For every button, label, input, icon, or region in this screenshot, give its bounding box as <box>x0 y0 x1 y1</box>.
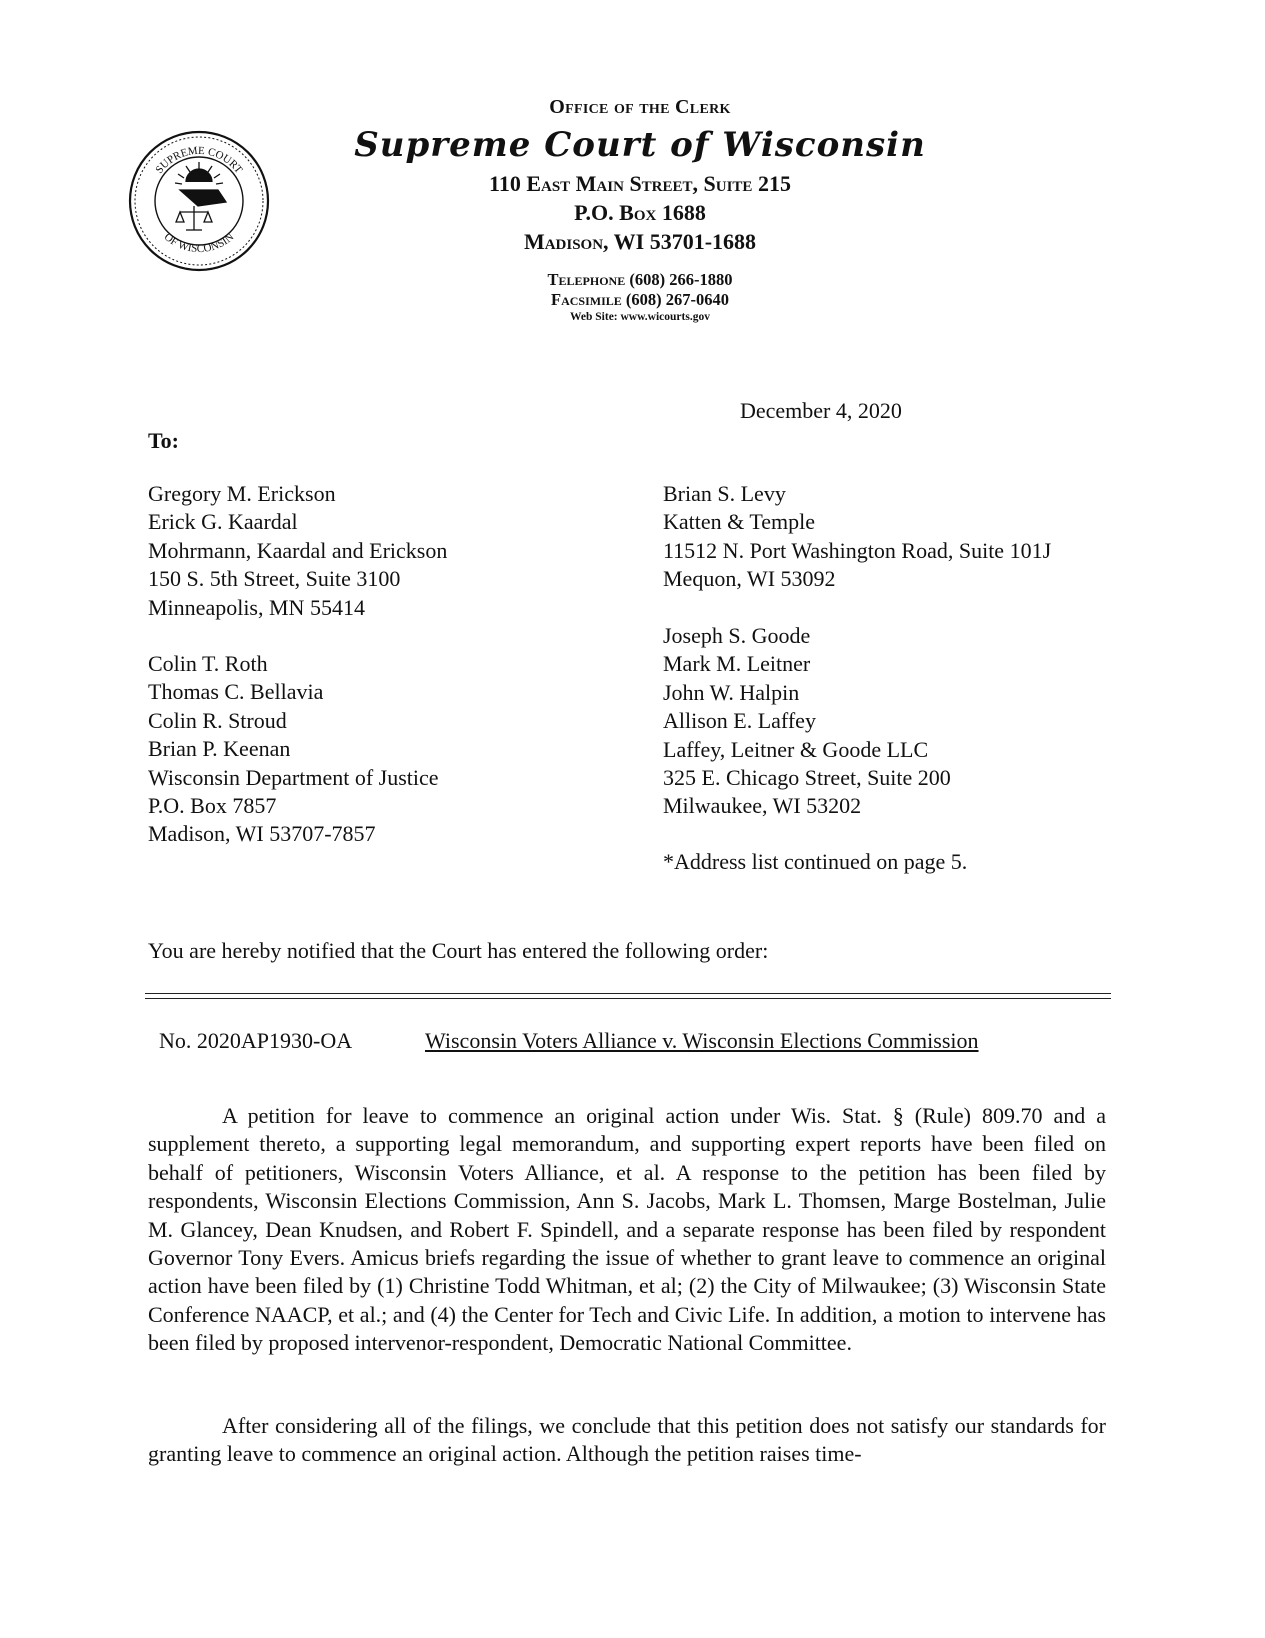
recipient-line: 11512 N. Port Washington Road, Suite 101J <box>663 537 1052 563</box>
to-label: To: <box>148 428 179 453</box>
recipient-line: Mark M. Leitner <box>663 651 811 677</box>
recipient-line: 150 S. 5th Street, Suite 3100 <box>148 566 401 592</box>
recipient-line: Colin R. Stroud <box>148 707 287 733</box>
order-notice: You are hereby notified that the Court has entered the following order: <box>148 938 769 963</box>
recipient-line: Mequon, WI 53092 <box>663 566 836 592</box>
court-name: Supreme Court of Wisconsin <box>354 125 926 165</box>
divider <box>145 998 1111 999</box>
recipient-line: P.O. Box 7857 <box>148 793 277 819</box>
recipient-line: Milwaukee, WI 53202 <box>663 793 862 819</box>
court-address <box>280 169 1000 256</box>
recipient-line: Gregory M. Erickson <box>148 481 336 506</box>
recipient-block <box>663 480 1051 594</box>
facsimile: Facsimile (608) 267-0640 <box>551 290 729 309</box>
recipient-block <box>148 480 447 622</box>
order-paragraph: A petition for leave to commence an original action under Wis. Stat. § (Rule) 809.70 and a supplement thereto, a supporting legal memorandum, and supporting expert reports have been filed on behalf of petitioners, Wisconsin Voters Alliance, et al. A response to the petition has been filed by respondents, Wisconsin Elections Commission, Ann S. Jacobs, Mark L. Thomsen, Marge Bostelman, Julie M. Glancey, Dean Knudsen, and Robert F. Spindell, and a separate response has been filed by respondent Governor Tony Evers. Amicus briefs regarding the issue of whether to grant leave to commence an original action have been filed by (1) Christine Todd Whitman, et al; (2) the City of Milwaukee; (3) Wisconsin State Conference NAACP, et al.; and (4) the Center for Tech and Civic Life. In addition, a motion to intervene has been filed by proposed intervenor-respondent, Democratic National Committee. <box>148 1103 1106 1356</box>
office-title: Office of the Clerk <box>549 96 731 118</box>
letter-date: December 4, 2020 <box>740 398 902 423</box>
recipient-line: Thomas C. Bellavia <box>148 679 324 705</box>
recipient-line: Joseph S. Goode <box>663 623 811 648</box>
recipient-block <box>148 650 439 849</box>
recipient-line: Allison E. Laffey <box>663 708 816 734</box>
address-line: 110 East Main Street, Suite 215 <box>489 171 791 196</box>
telephone: Telephone (608) 266-1880 <box>547 270 733 289</box>
recipient-line: 325 E. Chicago Street, Suite 200 <box>663 765 951 791</box>
recipient-line: Madison, WI 53707-7857 <box>148 821 376 847</box>
order-paragraph: After considering all of the filings, we conclude that this petition does not satisfy our standards for granting leave to commence an original action. Although the petition raises time- <box>148 1413 1106 1467</box>
seal-emblem <box>175 162 226 230</box>
address-line: P.O. Box 1688 <box>574 200 706 225</box>
recipient-line: Brian S. Levy <box>663 481 786 506</box>
recipient-line: Wisconsin Department of Justice <box>148 764 439 790</box>
recipient-line: Laffey, Leitner & Goode LLC <box>663 736 929 762</box>
recipient-line: Mohrmann, Kaardal and Erickson <box>148 537 448 563</box>
seal-top-text: SUPREME COURT <box>153 144 245 176</box>
recipient-block <box>663 622 951 821</box>
contact-info <box>280 270 1000 310</box>
recipient-line: Erick G. Kaardal <box>148 509 298 535</box>
case-number: No. 2020AP1930-OA <box>159 1028 353 1053</box>
recipient-line: Colin T. Roth <box>148 651 268 676</box>
recipient-line: Katten & Temple <box>663 509 816 535</box>
case-name: Wisconsin Voters Alliance v. Wisconsin Elections Commission <box>425 1028 979 1053</box>
court-seal <box>128 130 270 272</box>
letterhead <box>280 96 1000 324</box>
recipient-line: John W. Halpin <box>663 679 800 705</box>
address-continued-note: *Address list continued on page 5. <box>663 849 968 874</box>
address-line: Madison, WI 53701-1688 <box>523 229 757 254</box>
divider <box>145 993 1111 994</box>
seal-bottom-text: OF WISCONSIN <box>161 230 237 256</box>
website: Web Site: www.wicourts.gov <box>570 311 710 323</box>
recipient-line: Minneapolis, MN 55414 <box>148 594 365 620</box>
recipient-line: Brian P. Keenan <box>148 736 291 762</box>
